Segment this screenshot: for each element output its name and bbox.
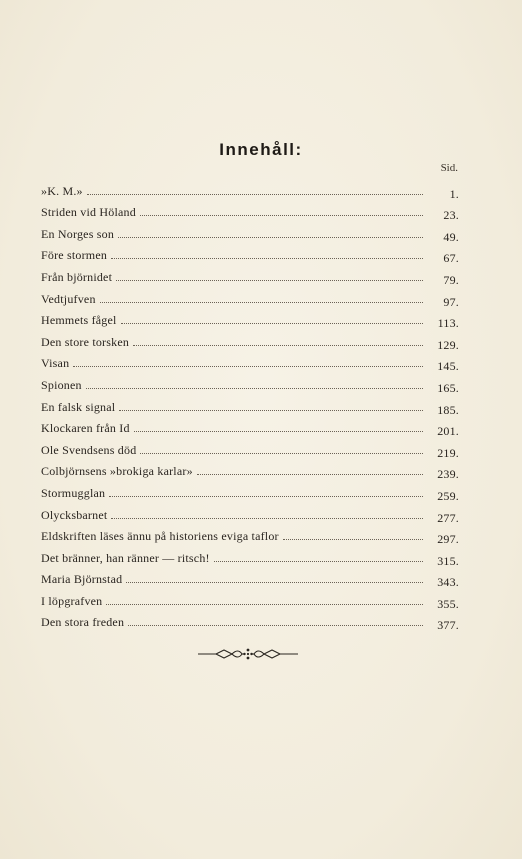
toc-entry-page: 145. <box>437 359 459 374</box>
dot-leader <box>121 323 423 324</box>
toc-entry-title: En falsk signal <box>41 399 116 414</box>
toc-entry-title: Från björnidet <box>41 269 113 284</box>
toc-entry-page: 67. <box>443 251 459 266</box>
toc-entry-title: Ole Svendsens död <box>41 442 137 457</box>
toc-entry-page: 113. <box>437 316 459 331</box>
toc-entry-page: 185. <box>437 402 459 417</box>
toc-entry <box>41 176 459 201</box>
toc-entry-page: 259. <box>437 488 459 503</box>
toc-entry-title: Olycksbarnet <box>41 507 108 522</box>
toc-entry-page: 315. <box>437 553 459 568</box>
toc-entry-title: »K. M.» <box>41 183 83 198</box>
dot-leader <box>118 237 423 238</box>
toc-entry-title: I löpgrafven <box>41 593 103 608</box>
toc-entry <box>41 327 459 352</box>
toc-entry-title: Stormugglan <box>41 485 106 500</box>
toc-entry-title: Visan <box>41 356 70 371</box>
toc-entry-page: 129. <box>437 337 459 352</box>
toc-entry <box>41 284 459 309</box>
toc-entry <box>41 306 459 331</box>
toc-entry-page: 277. <box>437 510 459 525</box>
dot-leader <box>126 582 423 583</box>
dot-leader <box>100 302 423 303</box>
toc-entry-title: Striden vid Höland <box>41 205 136 220</box>
dot-leader <box>140 453 423 454</box>
table-of-contents <box>41 176 459 633</box>
dot-leader <box>128 625 423 626</box>
toc-entry <box>41 608 459 633</box>
toc-entry <box>41 370 459 395</box>
toc-entry-page: 377. <box>437 618 459 633</box>
toc-entry <box>41 543 459 568</box>
dot-leader <box>119 410 423 411</box>
dot-leader <box>197 474 423 475</box>
toc-entry-page: 201. <box>437 424 459 439</box>
dot-leader <box>134 431 423 432</box>
toc-entry <box>41 198 459 223</box>
page-title: Innehåll: <box>219 140 303 159</box>
toc-entry-page: 79. <box>443 272 459 287</box>
toc-entry-title: Spionen <box>41 377 82 392</box>
toc-entry-page: 97. <box>443 294 459 309</box>
toc-entry-title: Den stora freden <box>41 615 125 630</box>
toc-entry-page: 1. <box>449 186 459 201</box>
toc-entry <box>41 262 459 287</box>
toc-entry-title: Det bränner, han ränner — ritsch! <box>41 550 210 565</box>
toc-entry-page: 343. <box>437 575 459 590</box>
toc-entry-page: 219. <box>437 445 459 460</box>
toc-entry <box>41 392 459 417</box>
toc-entry-title: Eldskriften läses ännu på historiens eviga taflor <box>41 529 279 544</box>
dot-leader <box>116 280 423 281</box>
toc-entry <box>41 435 459 460</box>
toc-entry <box>41 457 459 482</box>
toc-entry-title: Klockaren från Id <box>41 421 130 436</box>
page-column-header: Sid. <box>440 162 458 174</box>
toc-entry <box>41 241 459 266</box>
dot-leader <box>86 388 423 389</box>
dot-leader <box>214 561 423 562</box>
toc-entry-title: Colbjörnsens »brokiga karlar» <box>41 464 193 479</box>
toc-entry <box>41 478 459 503</box>
toc-entry-page: 355. <box>437 596 459 611</box>
toc-entry <box>41 565 459 590</box>
dot-leader <box>111 258 423 259</box>
dot-leader <box>73 366 423 367</box>
toc-entry-page: 49. <box>443 229 459 244</box>
dot-leader <box>106 604 423 605</box>
toc-entry <box>41 522 459 547</box>
toc-entry <box>41 414 459 439</box>
toc-entry <box>41 500 459 525</box>
toc-entry-title: Vedtjufven <box>41 291 96 306</box>
toc-entry-page: 23. <box>443 208 459 223</box>
dot-leader <box>283 539 423 540</box>
dot-leader <box>109 496 423 497</box>
dot-leader <box>140 215 423 216</box>
decorative-flourish-icon <box>196 644 300 664</box>
toc-entry-page: 239. <box>437 467 459 482</box>
toc-entry-page: 165. <box>437 380 459 395</box>
toc-entry-title: Maria Björnstad <box>41 572 123 587</box>
toc-entry <box>41 349 459 374</box>
dot-leader <box>111 518 423 519</box>
dot-leader <box>133 345 423 346</box>
toc-entry-title: Före stormen <box>41 248 108 263</box>
toc-entry <box>41 586 459 611</box>
toc-entry-title: En Norges son <box>41 226 115 241</box>
toc-entry-page: 297. <box>437 532 459 547</box>
dot-leader <box>87 194 423 195</box>
toc-entry-title: Hemmets fågel <box>41 313 117 328</box>
toc-entry <box>41 219 459 244</box>
toc-entry-title: Den store torsken <box>41 334 130 349</box>
